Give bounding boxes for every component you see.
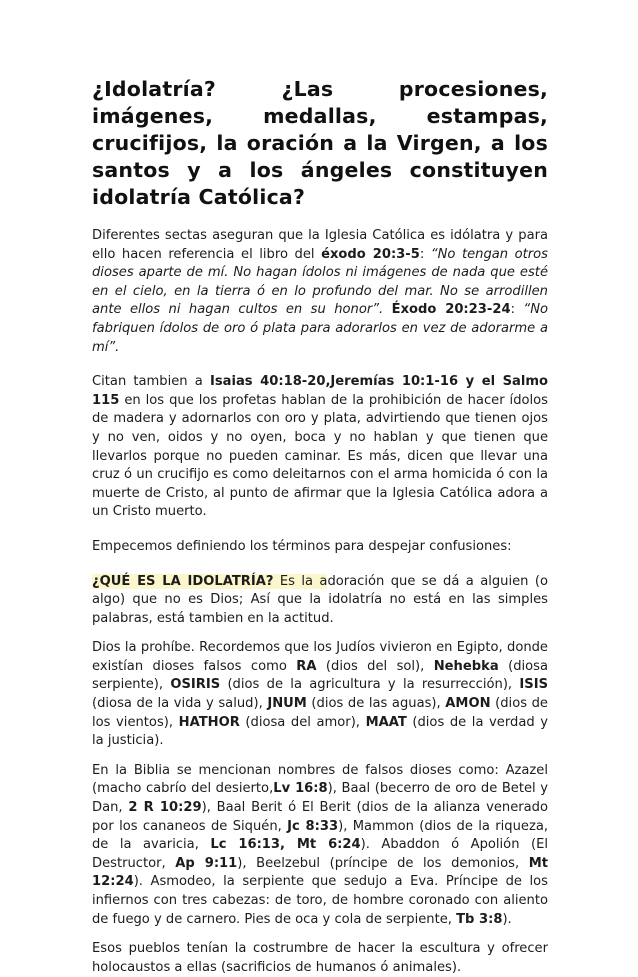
- text: (dios del sol),: [316, 658, 434, 674]
- text: (diosa del amor),: [239, 714, 366, 730]
- bible-quote: “No fabriquen ídolos de oro ó plata para adorarlos en vez de adorarme a mí”.: [92, 302, 549, 355]
- paragraph-prophets: [92, 373, 548, 522]
- text: (diosa serpiente),: [92, 658, 548, 693]
- text: [383, 302, 391, 317]
- text: Diferentes sectas aseguran que la Iglesia Católica es idólatra y para ello hacen referencia el libro del: [92, 228, 548, 262]
- text: en los que los profetas hablan de la prohibición de hacer ídolos de madera y adornarlos con oro y plata, advirtiendo que tienen ojos y no ven, oidos y no oyen, boca y no hablan y que tienen que llevarlos porque no pueden caminar. Es más, dicen que llevar una cruz ó un crucifijo es como deleitarnos con el arma homicida ó con la muerte de Cristo, al punto de afirmar que la Iglesia Católica adora a un Cristo muerto.: [92, 392, 548, 520]
- text: Citan tambien a: [92, 374, 210, 390]
- text: En la Biblia se mencionan nombres de falsos dioses como: Azazel (macho cabrío del desierto,: [92, 762, 548, 797]
- text: (dios de los vientos),: [92, 696, 548, 730]
- text: :: [419, 246, 431, 262]
- bible-reference: éxodo 20:3-5: [321, 246, 420, 262]
- god-name: ISIS: [519, 677, 548, 693]
- bible-reference: Mt 12:24: [92, 855, 549, 890]
- paragraph-definitions-intro: Empecemos definiendo los términos para despejar confusiones:: [92, 538, 512, 554]
- text: ), Mammon (dios de la riqueza, de la avaricia,: [92, 818, 548, 853]
- god-name: AMON: [445, 696, 491, 712]
- highlighted-text: Es la a: [273, 573, 328, 589]
- bible-reference: 2 R 10:29: [128, 800, 202, 816]
- paragraph-sacrifices: Esos pueblos tenían la costrumbre de hacer la escultura y ofrecer holocaustos a ellas (sacrificios de humanos ó animales).: [92, 941, 548, 975]
- paragraph-egypt-gods: [92, 639, 548, 751]
- text: ). Asmodeo, la serpiente que sedujo a Eva. Príncipe de los infiernos con tres cabezas: de toro, de hombre coronado con aliento de fuego y de carnero. Pies de oca y cola de serpiente,: [92, 874, 548, 927]
- bible-reference: Isaias 40:18-20,Jeremías 10:1-16 y el Salmo 115: [92, 374, 549, 408]
- god-name: MAAT: [365, 714, 407, 730]
- bible-reference: Ap 9:11: [175, 855, 238, 871]
- paragraph-intro: [92, 227, 548, 357]
- text: ), Baal (becerro de oro de Betel y Dan,: [92, 781, 548, 816]
- god-name: HATHOR: [178, 714, 240, 730]
- text: ). Abaddon ó Apolión (El Destructor,: [92, 837, 548, 871]
- text: ).: [502, 911, 512, 927]
- bible-reference: Éxodo 20:23-24: [391, 302, 511, 318]
- document-title: ¿Idolatría? ¿Las procesiones, imágenes, medallas, estampas, crucifijos, la oración a la Virgen, a los santos y a los ángeles constituyen idolatría Católica?: [92, 77, 548, 209]
- text: (diosa de la vida y salud),: [92, 696, 268, 712]
- paragraph-bible-false-gods: [92, 762, 548, 929]
- bible-reference: Lc 16:13, Mt 6:24: [210, 837, 361, 853]
- text: (dios de las aguas),: [306, 696, 446, 712]
- bible-reference: Tb 3:8: [456, 911, 503, 927]
- bible-reference: Jc 8:33: [287, 818, 339, 834]
- text: ), Beelzebul (príncipe de los demonios,: [237, 855, 529, 871]
- bible-quote: “No tengan otros dioses aparte de mí. No hagan ídolos ni imágenes de nada que esté en el cielo, en la tierra ó en lo profundo del mar. No se arrodillen ante ellos ni hagan cultos en su honor”.: [92, 246, 548, 318]
- section-heading: ¿QUÉ ES LA IDOLATRÍA?: [92, 573, 274, 589]
- text: (dios de la agricultura y la resurrección),: [220, 677, 520, 693]
- god-name: JNUM: [267, 696, 307, 712]
- bible-reference: Lv 16:8: [273, 781, 328, 797]
- text: :: [510, 302, 524, 318]
- god-name: Nehebka: [433, 658, 499, 674]
- god-name: OSIRIS: [170, 677, 221, 693]
- text: Dios la prohíbe. Recordemos que los Judíos vivieron en Egipto, donde existían dioses falsos como: [92, 640, 548, 674]
- text: ), Baal Berit ó El Berit (dios de la alianza venerado por los cananeos de Siquén,: [92, 800, 548, 834]
- god-name: RA: [296, 658, 317, 674]
- paragraph-idolatry-definition: [92, 573, 548, 629]
- text: (dios de la verdad y la justicia).: [92, 714, 549, 749]
- text: doración que se dá a alguien (o algo) que no es Dios; Así que la idolatría no está en las simples palabras, está tambien en la actitud.: [92, 573, 548, 626]
